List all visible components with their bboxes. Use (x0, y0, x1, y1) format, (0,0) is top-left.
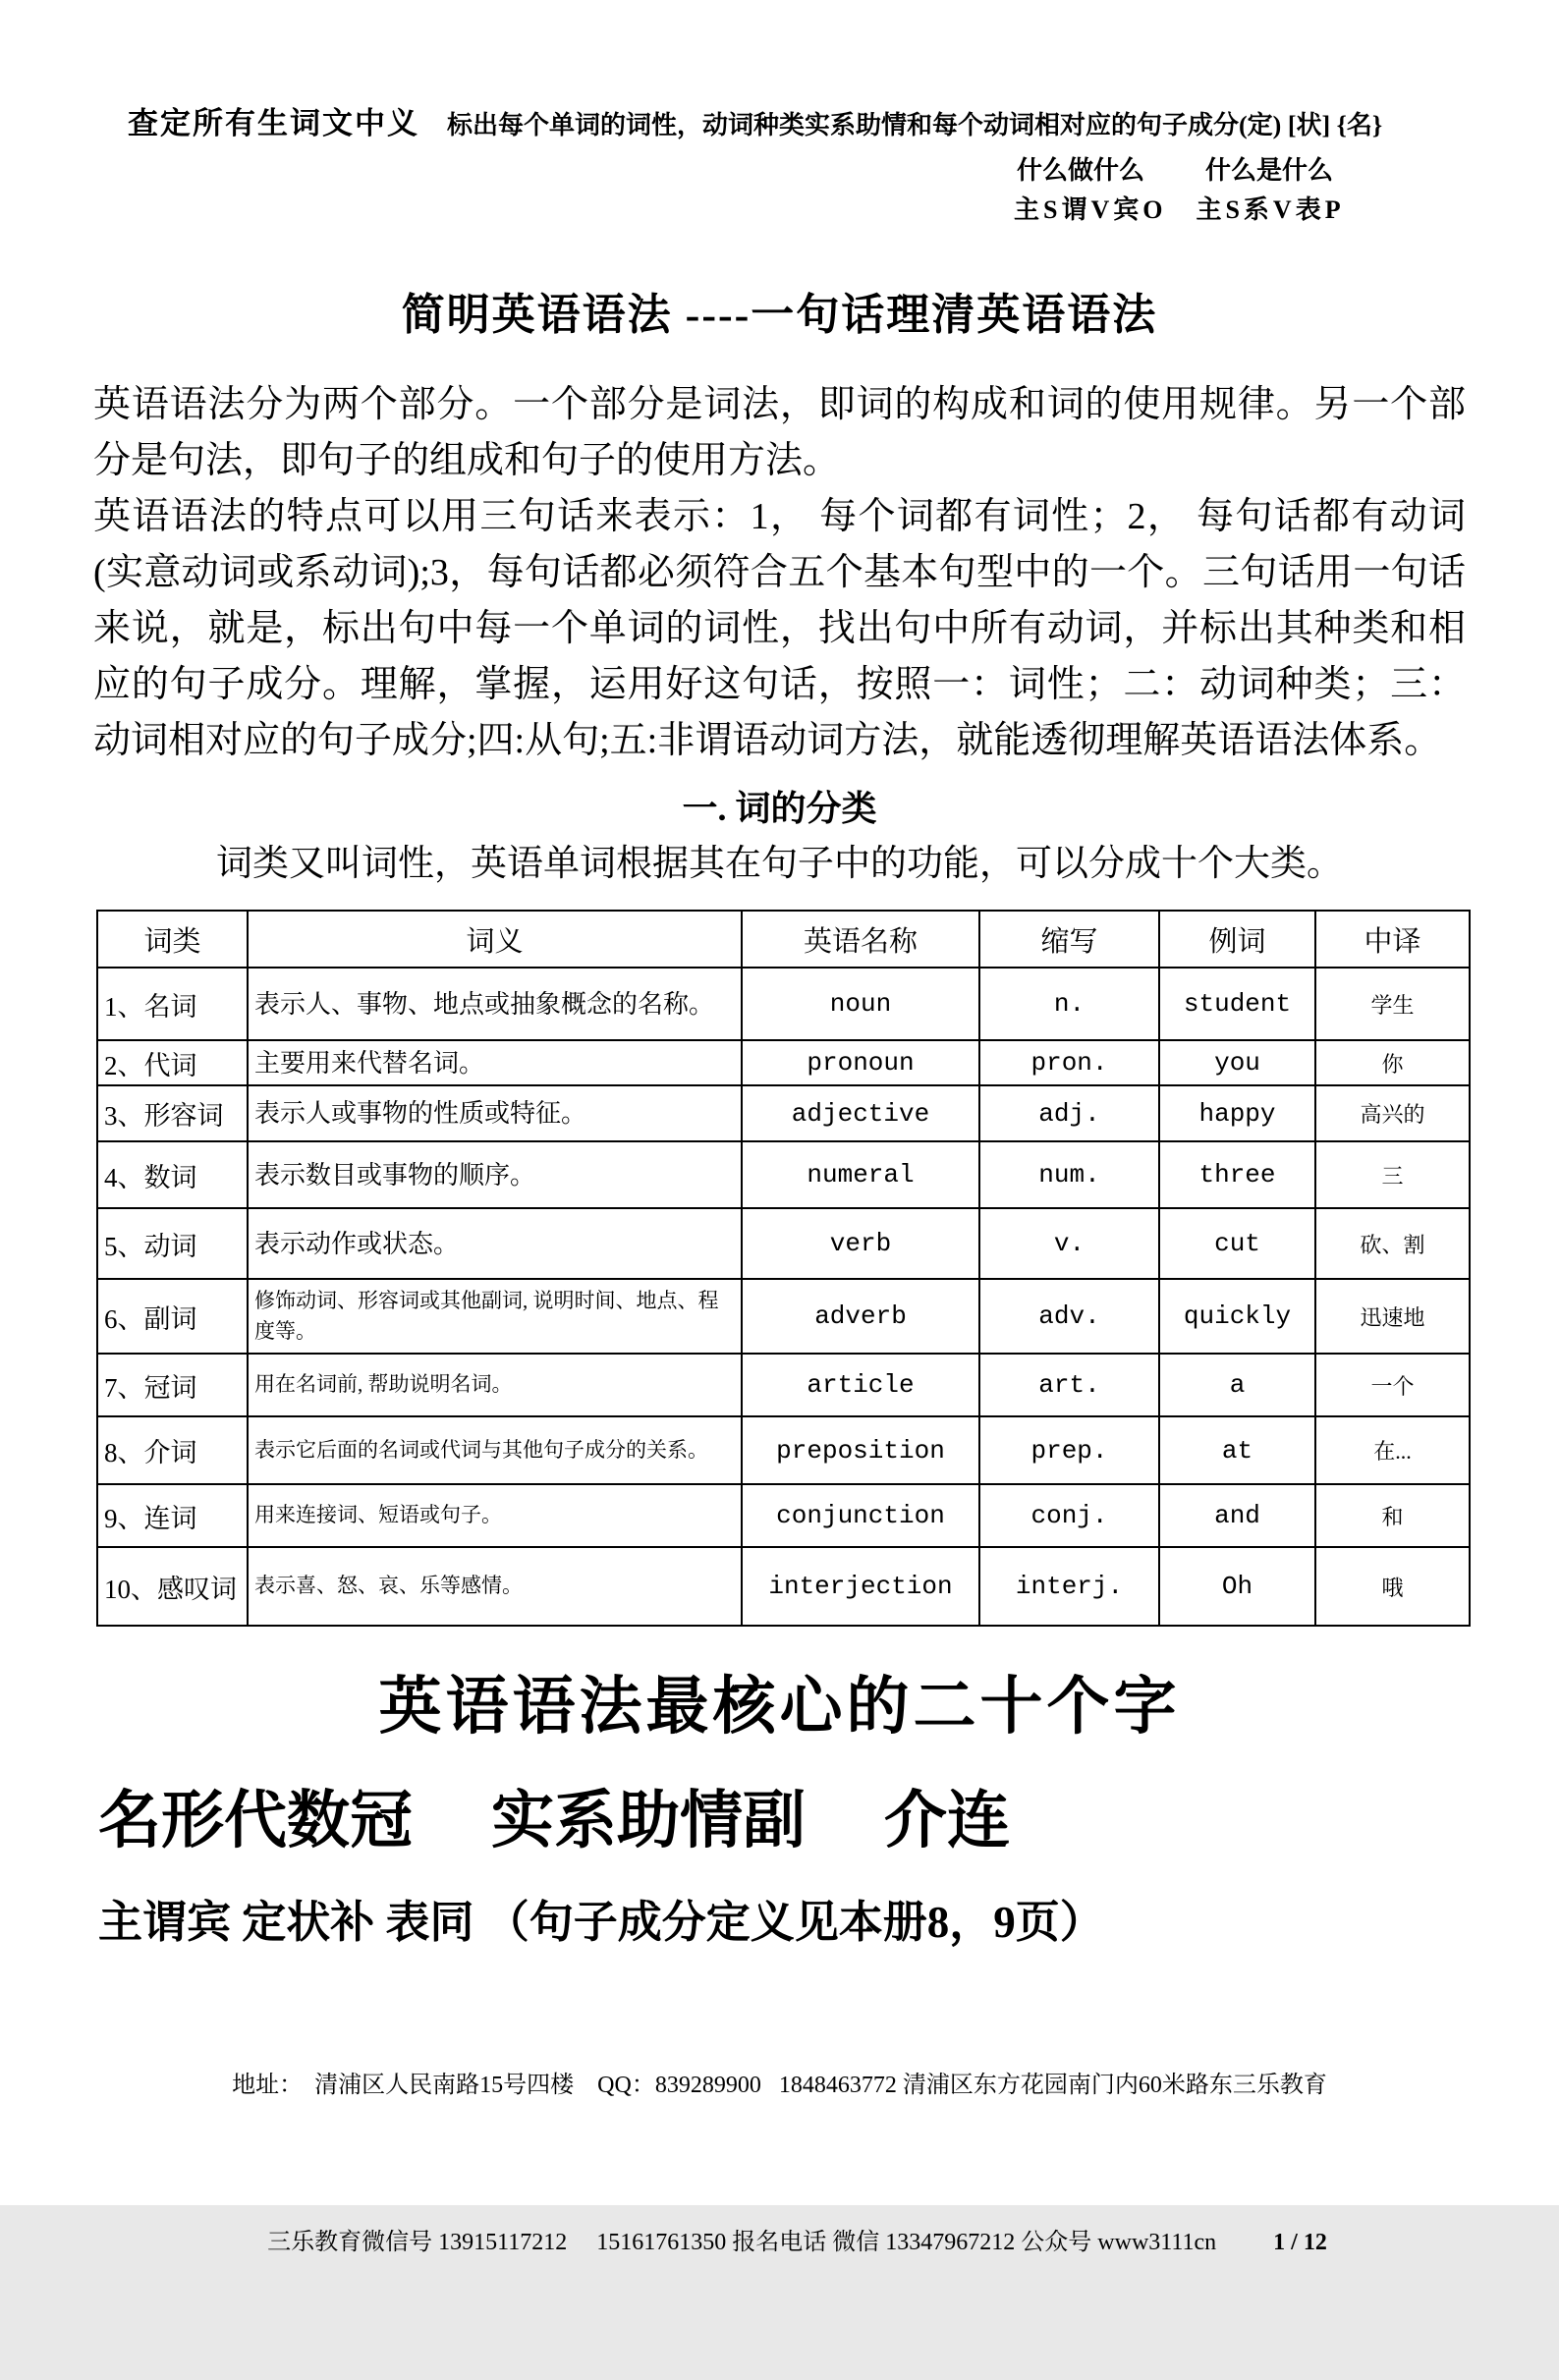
col-header-abbreviation: 缩写 (979, 911, 1159, 968)
cell-meaning: 用来连接词、短语或句子。 (248, 1484, 742, 1547)
cell-example: Oh (1159, 1547, 1315, 1626)
table-header-row (97, 911, 1470, 968)
table-row (97, 1085, 1470, 1141)
cell-example: happy (1159, 1085, 1315, 1141)
cell-word-class: 3、形容词 (97, 1085, 248, 1141)
cell-english-name: interjection (742, 1547, 979, 1626)
cell-example: you (1159, 1040, 1315, 1085)
cell-abbreviation: adj. (979, 1085, 1159, 1141)
cell-word-class: 8、介词 (97, 1416, 248, 1484)
cell-translation: 三 (1315, 1141, 1470, 1208)
header-note-is-what: 什么是什么 (1205, 156, 1334, 185)
cell-example: quickly (1159, 1279, 1315, 1354)
cell-abbreviation: conj. (979, 1484, 1159, 1547)
col-header-word-class: 词类 (97, 911, 248, 968)
table-row (97, 1416, 1470, 1484)
cell-example: at (1159, 1416, 1315, 1484)
intro-paragraph-2: 英语语法的特点可以用三句话来表示：1， 每个词都有词性；2， 每句话都有动词(实意动词或系动词);3，每句话都必须符合五个基本句型中的一个。三句话用一句话来说，就是，标出句中每一个单词的词性，找出句中所有动词，并标出其种类和相应的句子成分。理解，掌握，运用好这句话，按照一：词性；二：动词种类；三：动词相对应的句子成分;四:从句;五:非谓语动词方法，就能透彻理解英语语法体系。 (93, 496, 1466, 761)
table-row (97, 1208, 1470, 1279)
cell-meaning: 主要用来代替名词。 (248, 1040, 742, 1085)
cell-meaning: 表示喜、怒、哀、乐等感情。 (248, 1547, 742, 1626)
cell-translation: 学生 (1315, 968, 1470, 1040)
cell-abbreviation: num. (979, 1141, 1159, 1208)
cell-translation: 哦 (1315, 1547, 1470, 1626)
cell-word-class: 2、代词 (97, 1040, 248, 1085)
cell-meaning: 表示动作或状态。 (248, 1208, 742, 1279)
footer-contact-text: 三乐教育微信号 13915117212 15161761350 报名电话 微信 13347967212 公众号 www3111cn (267, 2230, 1217, 2255)
cell-abbreviation: n. (979, 968, 1159, 1040)
cell-word-class: 6、副词 (97, 1279, 248, 1354)
col-header-english-name: 英语名称 (742, 911, 979, 968)
intro-paragraphs (93, 377, 1466, 769)
page-number: 1 / 12 (1273, 2230, 1327, 2255)
cell-translation: 和 (1315, 1484, 1470, 1547)
cell-word-class: 4、数词 (97, 1141, 248, 1208)
cell-english-name: noun (742, 968, 979, 1040)
table-row (97, 1279, 1470, 1354)
cell-word-class: 5、动词 (97, 1208, 248, 1279)
header-note-line1 (128, 104, 1559, 145)
cell-word-class: 7、冠词 (97, 1354, 248, 1416)
cell-english-name: preposition (742, 1416, 979, 1484)
table-row (97, 1354, 1470, 1416)
cell-meaning: 用在名词前, 帮助说明名词。 (248, 1354, 742, 1416)
cell-translation: 在... (1315, 1416, 1470, 1484)
cell-english-name: article (742, 1354, 979, 1416)
cell-meaning: 表示数目或事物的顺序。 (248, 1141, 742, 1208)
cell-translation: 迅速地 (1315, 1279, 1470, 1354)
cell-abbreviation: interj. (979, 1547, 1159, 1626)
footer (0, 1987, 1559, 2380)
cell-english-name: adverb (742, 1279, 979, 1354)
cell-english-name: numeral (742, 1141, 979, 1208)
cell-english-name: conjunction (742, 1484, 979, 1547)
page-title: 简明英语语法 ----一句话理清英语语法 (401, 291, 1158, 339)
cell-abbreviation: adv. (979, 1279, 1159, 1354)
col-header-example: 例词 (1159, 911, 1315, 968)
intro-paragraph-1: 英语语法分为两个部分。一个部分是词法，即词的构成和词的使用规律。另一个部分是句法，即句子的组成和句子的使用方法。 (93, 384, 1466, 481)
cell-translation: 高兴的 (1315, 1085, 1470, 1141)
cell-word-class: 9、连词 (97, 1484, 248, 1547)
header-note-line3 (1014, 191, 1559, 230)
cell-example: cut (1159, 1208, 1315, 1279)
cell-abbreviation: v. (979, 1208, 1159, 1279)
parts-of-speech-table (96, 910, 1471, 1627)
cell-example: student (1159, 968, 1315, 1040)
table-row (97, 968, 1470, 1040)
cell-example: three (1159, 1141, 1315, 1208)
col-header-meaning: 词义 (248, 911, 742, 968)
cell-example: a (1159, 1354, 1315, 1416)
header-note-line1-strong: 查定所有生词文中义 (128, 106, 419, 140)
table-row (97, 1040, 1470, 1085)
footer-contact-line (0, 2184, 1559, 2301)
section-heading: 一. 词的分类 (682, 789, 877, 828)
cell-translation: 砍、割 (1315, 1208, 1470, 1279)
table-row (97, 1547, 1470, 1626)
cell-abbreviation: art. (979, 1354, 1159, 1416)
sentence-components-line: 主谓宾 定状补 表同 （句子成分定义见本册8，9页） (98, 1898, 1104, 1947)
cell-english-name: pronoun (742, 1040, 979, 1085)
cell-abbreviation: prep. (979, 1416, 1159, 1484)
footer-address-line: 地址： 清浦区人民南路15号四楼 QQ：839289900 1848463772 清浦区东方花园南门内60米路东三乐教育 (232, 2073, 1327, 2098)
table-row (97, 1484, 1470, 1547)
header-note-line2 (1017, 151, 1559, 191)
cell-meaning: 表示人、事物、地点或抽象概念的名称。 (248, 968, 742, 1040)
core-words-line: 名形代数冠 实系助情副 介连 (98, 1786, 1010, 1855)
cell-translation: 你 (1315, 1040, 1470, 1085)
cell-english-name: verb (742, 1208, 979, 1279)
header-note-line1-rest: 标出每个单词的词性，动词种类实系助情和每个动词相对应的句子成分(定) [状] {名} (447, 111, 1383, 139)
cell-translation: 一个 (1315, 1354, 1470, 1416)
cell-meaning: 表示它后面的名词或代词与其他句子成分的关系。 (248, 1416, 742, 1484)
col-header-translation: 中译 (1315, 911, 1470, 968)
cell-word-class: 1、名词 (97, 968, 248, 1040)
header-note-svp: 主S系V表P (1196, 195, 1345, 224)
header-note-svo: 主S谓V宾O (1014, 195, 1167, 224)
table-row (97, 1141, 1470, 1208)
cell-example: and (1159, 1484, 1315, 1547)
core-twenty-heading: 英语语法最核心的二十个字 (378, 1672, 1181, 1742)
header-note (0, 0, 1559, 230)
cell-english-name: adjective (742, 1085, 979, 1141)
cell-meaning: 表示人或事物的性质或特征。 (248, 1085, 742, 1141)
cell-meaning: 修饰动词、形容词或其他副词, 说明时间、地点、程度等。 (248, 1279, 742, 1354)
header-note-do-what: 什么做什么 (1017, 156, 1145, 185)
section-subheading: 词类又叫词性，英语单词根据其在句子中的功能，可以分成十个大类。 (216, 844, 1343, 884)
cell-word-class: 10、感叹词 (97, 1547, 248, 1626)
cell-abbreviation: pron. (979, 1040, 1159, 1085)
